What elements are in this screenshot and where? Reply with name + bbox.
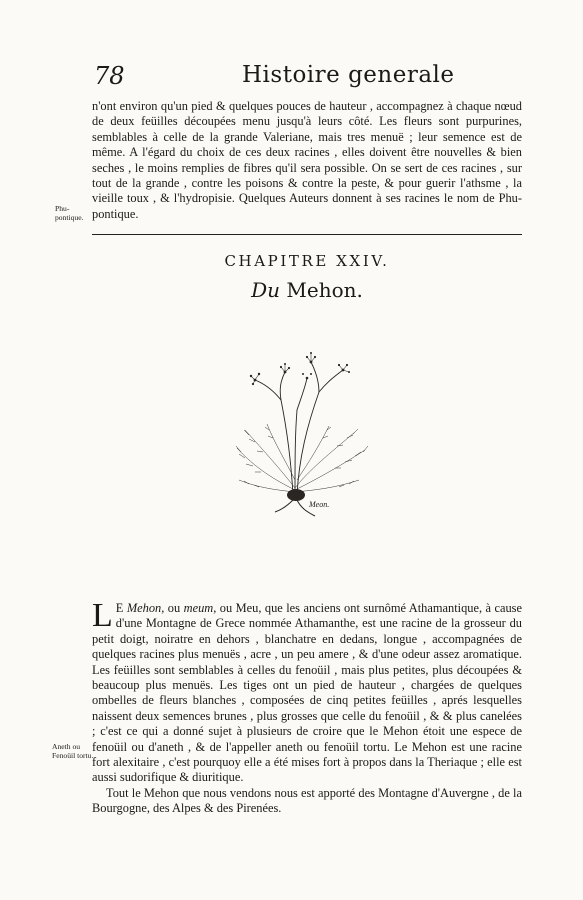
chapter-heading: CHAPITRE XXIV. [224, 252, 390, 270]
section-divider [92, 234, 522, 235]
plate-caption: Meon. [309, 500, 330, 509]
main-p1-a: E [115, 601, 127, 615]
margin-note-phu-pontique: Phu-pontique. [55, 204, 84, 222]
main-name-meum: meum [183, 601, 214, 615]
meon-plant-engraving [215, 340, 390, 522]
margin-note-aneth: Aneth ou Fenoüil tortu. [52, 742, 94, 760]
top-paragraph [92, 99, 522, 222]
main-p1-c: , ou Meu, que les anciens ont surnômé Athamantique, à cause d'une Montagne de Grece nommée Athamanthe, est une racine de la grosseur du petit doigt, noiratre en dehors , blanchatre en dedans, longue , accompagnées de quelques racines plus menuës , acre , un peu amere , & d'une odeur assez aromatique. Les feüilles sont semblables à celles du fenoüil , mais plus petites, plus découpées & beaucoup plus menuës. Les tiges ont un pied de hauteur , chargées de quelques ombelles de fleurs blanches , composées de cinq petites feüilles , aprés lesquelles naissent deux semences brunes , plus grosses que celle du fenoüil , & & plus canelées ; c'est ce qui a donné sujet à plusieurs de croire que le Mehon étoit une espece de fenoüil ou d'aneth , & de l'appeller aneth ou fenoüil tortu. Le Mehon est une racine fort alexitaire , c'est pourquoy elle a été mises fort à propos dans la Theriaque ; elle est aussi sudorifique & diuritique. [92, 601, 523, 785]
page-number: 78 [94, 62, 125, 90]
running-title: Histoire generale [242, 62, 455, 88]
main-paragraph-2: Tout le Mehon que nous vendons nous est apporté des Montagne d'Auvergne , de la Bourgogne, des Alpes & des Pirenées. [92, 785, 522, 816]
main-p1-b: , ou [161, 601, 184, 615]
chapter-title [92, 278, 522, 302]
chapter-title-name: Mehon. [286, 278, 363, 302]
drop-cap: L [92, 597, 113, 634]
main-text [92, 597, 523, 817]
page-header [92, 60, 522, 92]
main-name-mehon: Mehon [126, 601, 162, 615]
chapter-title-prefix: Du [251, 278, 281, 302]
top-paragraph-text: n'ont environ qu'un pied & quelques pouces de hauteur , accompagnez à chaque nœud de deux feüilles découpées menu jusqu'à leurs côté. Les fleurs sont purpurines, semblables à celle de la grande Valeriane, mais tres menuë ; leur semence est de même. A l'égard du choix de ces deux racines , elles doivent être nouvelles & bien seches , le moins remplies de fibres qu'il sera possible. On se sert de ces racines , sur tout de la grande , contre les poisons & contre la peste, & pour guerir l'athsme , la vieille toux , & l'hydropisie. Quelques Auteurs donnent à ses racines le nom de Phu-pontique. [92, 99, 522, 221]
main-paragraph-1 [92, 597, 523, 786]
